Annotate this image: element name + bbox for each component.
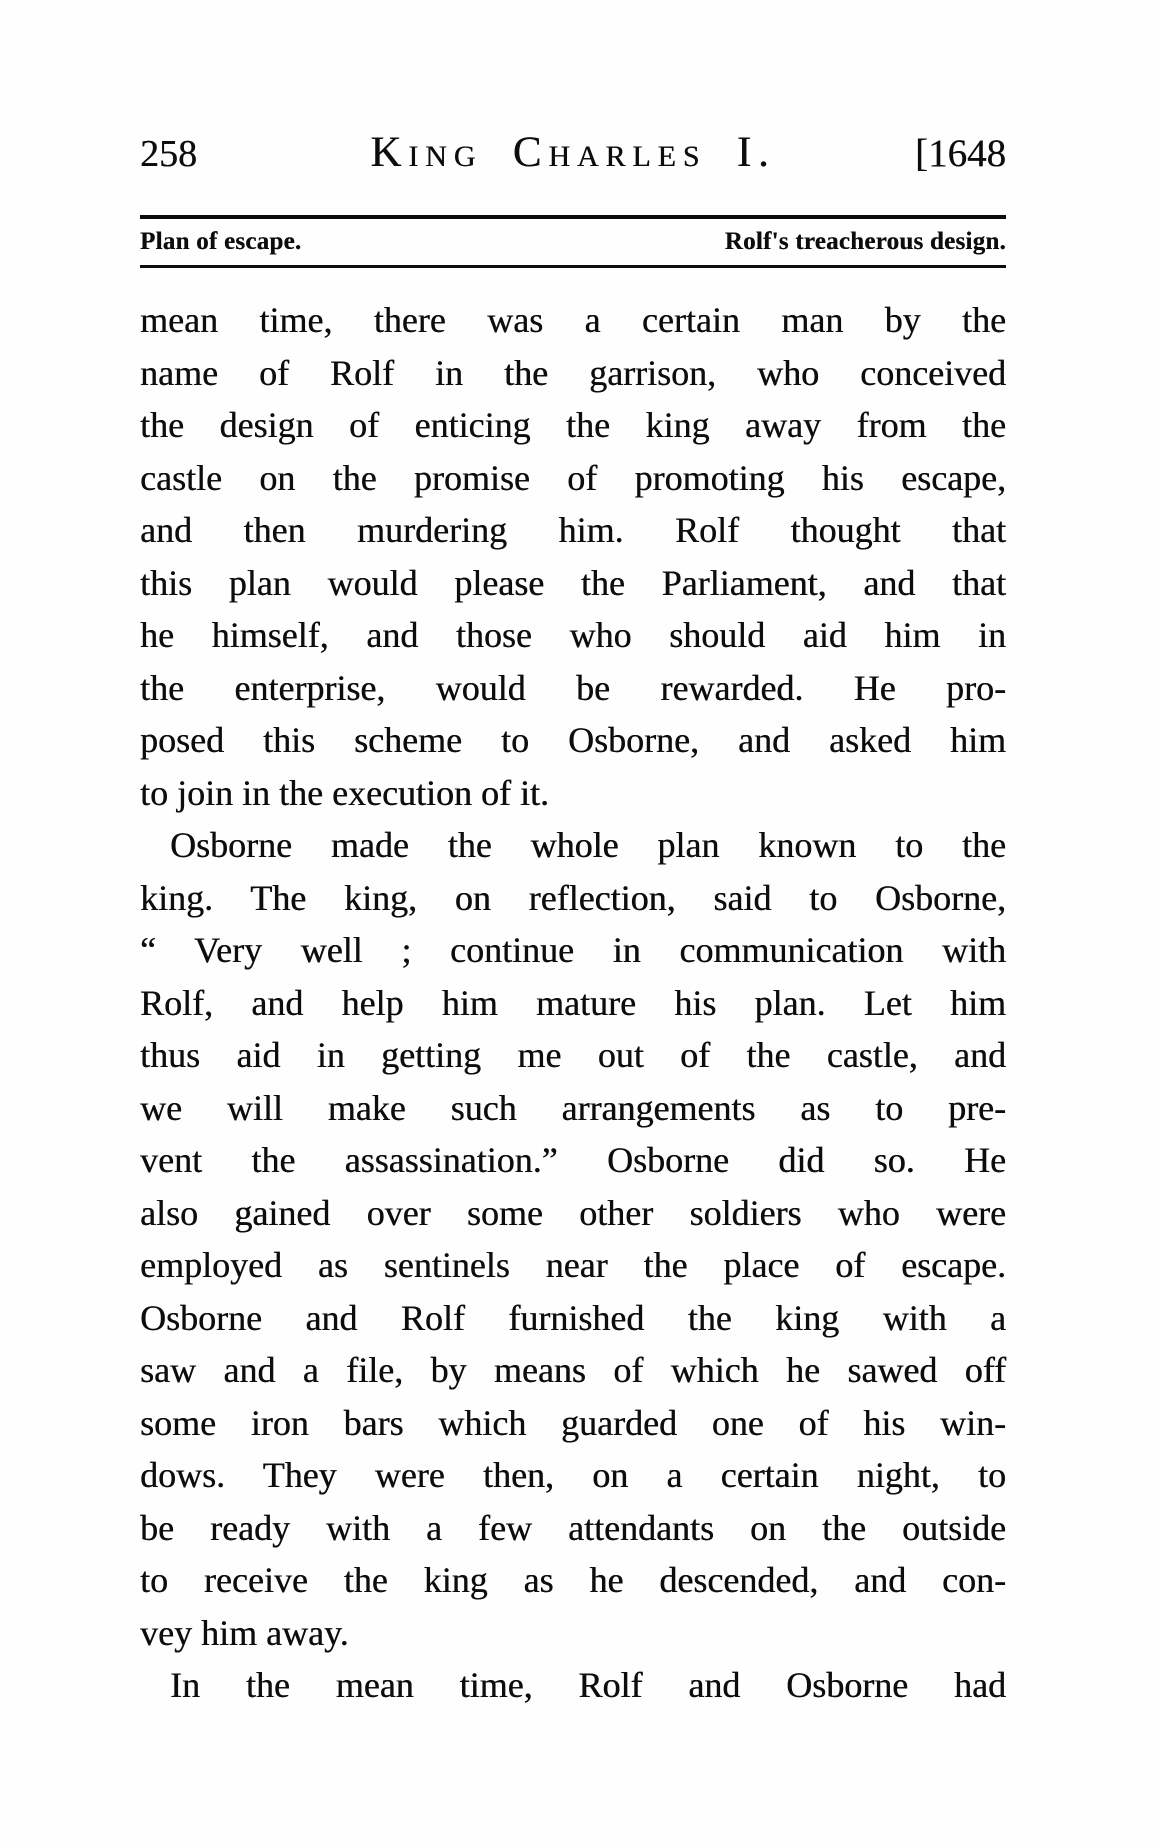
subhead-left: Plan of escape. (140, 228, 302, 255)
text-line: some iron bars which guarded one of his win- (140, 1402, 1006, 1443)
text-line: castle on the promise of promoting his escape, (140, 457, 1006, 498)
page-content (140, 0, 1006, 1712)
header-rule-bottom (140, 265, 1006, 268)
text-line: Osborne and Rolf furnished the king with a (140, 1297, 1006, 1338)
text-line: and then murdering him. Rolf thought that (140, 510, 1006, 550)
text-line: to join in the execution of it. (140, 772, 549, 813)
running-title: King Charles I. (370, 129, 776, 176)
subhead-right: Rolf's treacherous design. (724, 228, 1006, 255)
text-line: dows. They were then, on a certain night, to (140, 1455, 1006, 1495)
text-line: mean time, there was a certain man by the (140, 300, 1006, 340)
text-line: name of Rolf in the garrison, who conceived (140, 352, 1006, 393)
text-line: the design of enticing the king away from the (140, 405, 1006, 445)
subhead-row (140, 226, 1006, 258)
text-line: In the mean time, Rolf and Osborne had (170, 1665, 1006, 1705)
text-line: Rolf, and help him mature his plan. Let him (140, 982, 1006, 1023)
page-year: [1648 (915, 132, 1006, 175)
text-line: be ready with a few attendants on the outside (140, 1507, 1006, 1548)
text-line: “ Very well ; continue in communication with (140, 930, 1006, 970)
text-line: posed this scheme to Osborne, and asked him (140, 720, 1006, 760)
text-line: king. The king, on reflection, said to Osborne, (140, 877, 1006, 918)
text-line: Osborne made the whole plan known to the (170, 825, 1006, 865)
text-line: he himself, and those who should aid him in (140, 615, 1006, 655)
body-text (140, 294, 1006, 1712)
text-line: saw and a file, by means of which he sawed off (140, 1350, 1006, 1390)
text-line: this plan would please the Parliament, and that (140, 562, 1006, 603)
text-line: to receive the king as he descended, and con- (140, 1560, 1006, 1600)
header-rule-top (140, 215, 1006, 219)
running-header (140, 128, 1006, 179)
text-line: employed as sentinels near the place of escape. (140, 1245, 1006, 1285)
text-line: the enterprise, would be rewarded. He pro- (140, 667, 1006, 708)
text-line: also gained over some other soldiers who were (140, 1192, 1006, 1233)
text-line: vey him away. (140, 1612, 349, 1653)
page-number: 258 (140, 133, 197, 175)
text-line: thus aid in getting me out of the castle, and (140, 1035, 1006, 1075)
text-line: we will make such arrangements as to pre- (140, 1087, 1006, 1128)
text-line: vent the assassination.” Osborne did so. He (140, 1140, 1006, 1180)
